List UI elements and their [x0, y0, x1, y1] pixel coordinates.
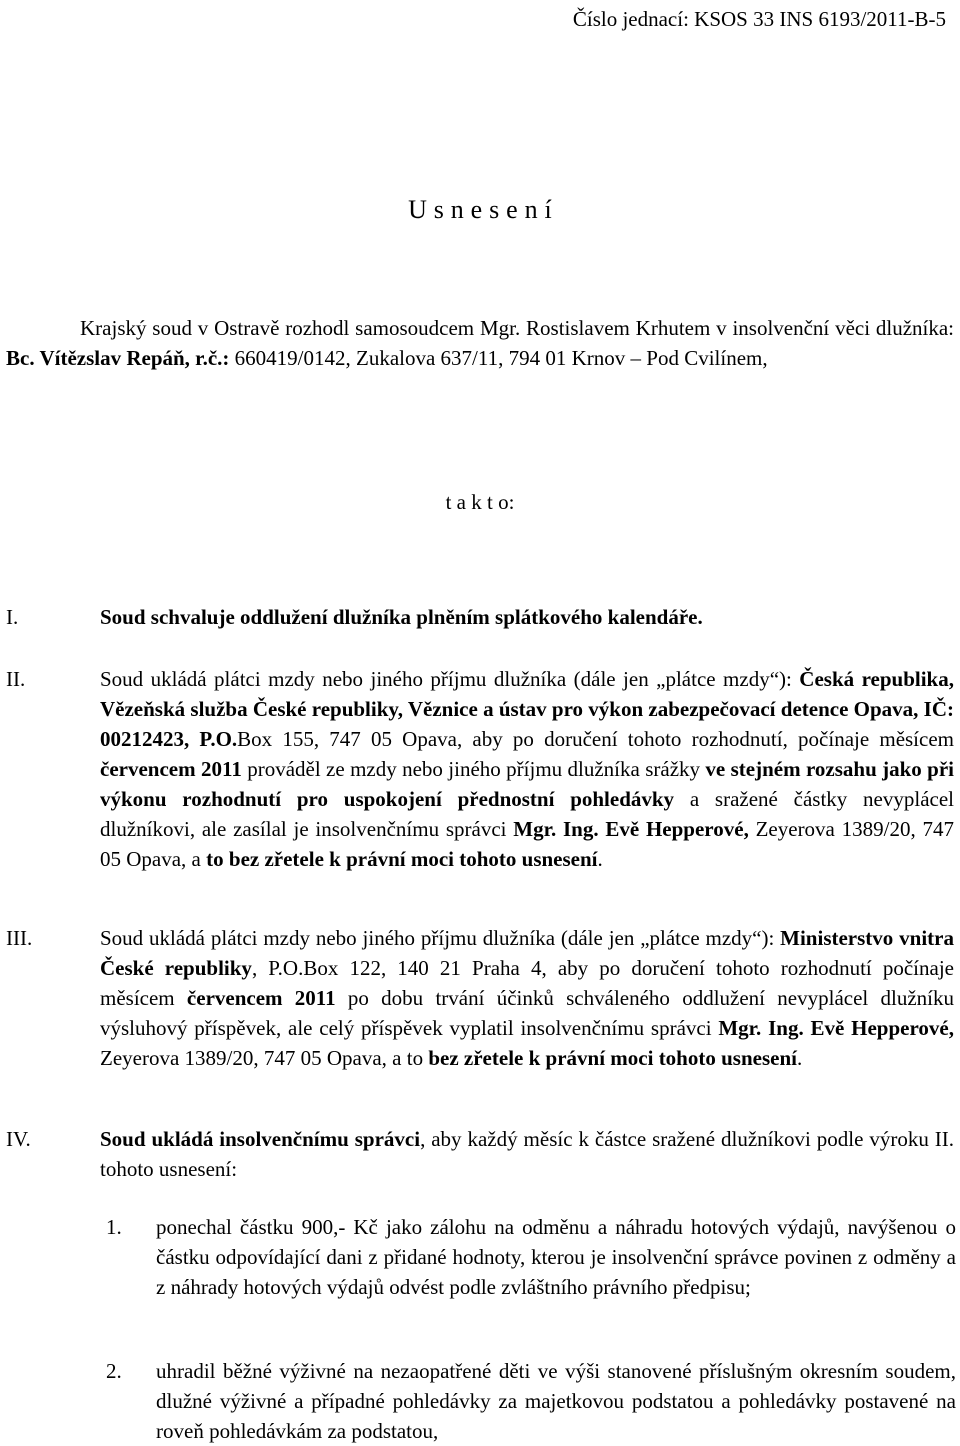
subitem-number: 2. [106, 1359, 122, 1383]
intro-debtor: Bc. Vítězslav Repáň, r.č.: [6, 346, 230, 370]
verdict-text: Soud ukládá plátci mzdy nebo jiného příjmu dlužníka (dále jen „plátce mzdy“): [100, 667, 800, 691]
intro-text-2: 660419/0142, Zukalova 637/11, 794 01 Krnov – Pod Cvilínem, [229, 346, 768, 370]
subitem-text: uhradil běžné výživné na nezaopatřené děti ve výši stanovené příslušným okresním soudem, dlužné výživné a případné pohledávky za majetkovou podstatou a pohledávky postavené na roveň pohledávkám za podstatou, [156, 1359, 956, 1443]
verdict-text-bold: Mgr. Ing. Evě Hepperové, [513, 817, 749, 841]
verdict-text: . [796, 1046, 803, 1070]
verdict-item-4 [6, 1124, 954, 1184]
verdict-text: Soud ukládá plátci mzdy nebo jiného příjmu dlužníka (dále jen „plátce mzdy“): [100, 926, 781, 950]
verdict-item-1 [6, 602, 954, 632]
document-title: U s n e s e n í [408, 195, 552, 224]
verdict-text-bold: to bez zřetele k právní moci tohoto usnesení [206, 847, 598, 871]
verdict-text-bold: Soud ukládá insolvenčnímu správci [100, 1127, 421, 1151]
verdict-text-bold: červencem 2011 [100, 757, 242, 781]
verdict-text: Zeyerova 1389/20, 747 05 Opava, a to [100, 1046, 429, 1070]
subitem-1 [106, 1212, 956, 1302]
subitem-number: 1. [106, 1215, 122, 1239]
verdict-item-3 [6, 923, 954, 1073]
verdict-text-bold: Ministerstvo vnitra České republiky [100, 926, 954, 980]
verdict-text: Soud schvaluje oddlužení dlužníka plněním splátkového kalendáře. [100, 605, 703, 629]
verdict-number: II. [6, 667, 26, 691]
verdict-text-bold: červencem 2011 [186, 986, 336, 1010]
verdict-number: I. [6, 605, 19, 629]
verdict-text: prováděl ze mzdy nebo jiného příjmu dlužníka srážky [241, 757, 706, 781]
verdict-text: . [597, 847, 603, 871]
verdict-text-bold: bez zřetele k právní moci tohoto usnesení [428, 1046, 797, 1070]
verdict-text: , P.O.Box 122, 140 21 Praha 4, aby po doručení tohoto rozhodnutí počínaje měsícem [100, 956, 954, 1010]
verdict-text-bold: Česká republika, Vězeňská služba České republiky, Věznice a ústav pro výkon zabezpečovací detence Opava, IČ: 00212423, P.O. [100, 667, 954, 751]
subitem-text: ponechal částku 900,- Kč jako zálohu na odměnu a náhradu hotových výdajů, navýšenou o částku odpovídající dani z přidané hodnoty, kterou je insolvenční správce povinen z odměny a z náhrady hotových výdajů odvést podle zvláštního právního předpisu; [156, 1215, 956, 1299]
case-reference-number: Číslo jednací: KSOS 33 INS 6193/2011-B-5 [572, 7, 946, 31]
intro-text-1: Krajský soud v Ostravě rozhodl samosoudcem Mgr. Rostislavem Krhutem v insolvenční věci dlužníka: [80, 316, 954, 340]
verdict-text: po dobu trvání účinků schváleného oddlužení nevyplácel dlužníku výsluhový příspěvek, ale celý příspěvek vyplatil insolvenčnímu správci [100, 986, 954, 1040]
verdict-number: III. [6, 926, 33, 950]
verdict-text: , aby každý měsíc k částce sražené dlužníkovi podle výroku II. tohoto usnesení: [100, 1127, 954, 1181]
takto-heading: t a k t o: [445, 490, 515, 514]
subitem-2 [106, 1356, 956, 1446]
verdict-item-2 [6, 664, 954, 874]
verdict-number: IV. [6, 1127, 31, 1151]
verdict-text: Zeyerova 1389/20, 747 05 Opava, a [100, 817, 955, 871]
verdict-text-bold: Mgr. Ing. Evě Hepperové, [718, 1016, 954, 1040]
verdict-text-bold: ve stejném rozsahu jako při výkonu rozhodnutí pro uspokojení přednostní pohledávky [100, 757, 954, 811]
verdict-text: Box 155, 747 05 Opava, aby po doručení tohoto rozhodnutí, počínaje měsícem [237, 727, 954, 751]
intro-paragraph [6, 313, 954, 373]
verdict-text: a sražené částky nevyplácel dlužníkovi, ale zasílal je insolvenčnímu správci [100, 787, 954, 841]
